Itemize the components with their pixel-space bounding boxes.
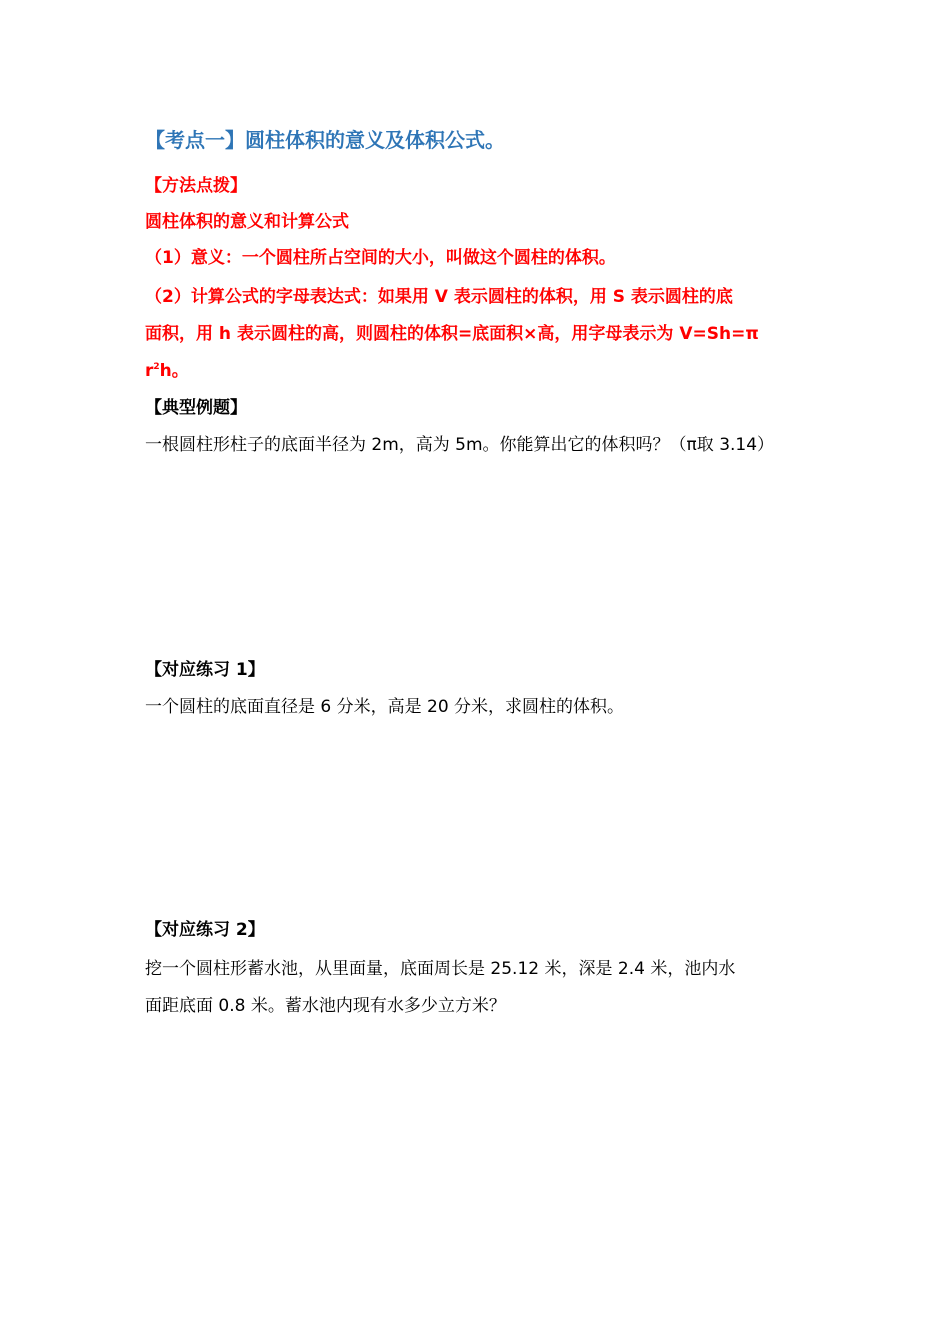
method-item-formula-line3: [145, 359, 189, 383]
formula-h: h。: [159, 361, 189, 381]
method-subheading: 圆柱体积的意义和计算公式: [145, 212, 349, 232]
method-item-formula-line1: （2）计算公式的字母表达式：如果用 V 表示圆柱的体积，用 S 表示圆柱的底: [145, 287, 733, 307]
method-item-meaning: （1）意义：一个圆柱所占空间的大小，叫做这个圆柱的体积。: [145, 248, 616, 268]
method-heading: 【方法点拨】: [145, 176, 247, 196]
formula-exponent: 2: [153, 362, 160, 372]
practice1-heading: 【对应练习 1】: [145, 660, 265, 680]
method-item-formula-line2: 面积，用 h 表示圆柱的高，则圆柱的体积=底面积×高，用字母表示为 V=Sh=π: [145, 324, 759, 344]
formula-r: r: [145, 361, 154, 381]
example-heading: 【典型例题】: [145, 398, 247, 418]
section-title: 【考点一】圆柱体积的意义及体积公式。: [145, 128, 505, 152]
practice2-heading: 【对应练习 2】: [145, 920, 265, 940]
practice1-question: 一个圆柱的底面直径是 6 分米，高是 20 分米，求圆柱的体积。: [145, 697, 625, 717]
practice2-question-line2: 面距底面 0.8 米。蓄水池内现有水多少立方米？: [145, 996, 506, 1016]
example-question: 一根圆柱形柱子的底面半径为 2m，高为 5m。你能算出它的体积吗？（π取 3.14）: [145, 435, 775, 455]
practice2-question-line1: 挖一个圆柱形蓄水池，从里面量，底面周长是 25.12 米，深是 2.4 米，池内水: [145, 959, 736, 979]
